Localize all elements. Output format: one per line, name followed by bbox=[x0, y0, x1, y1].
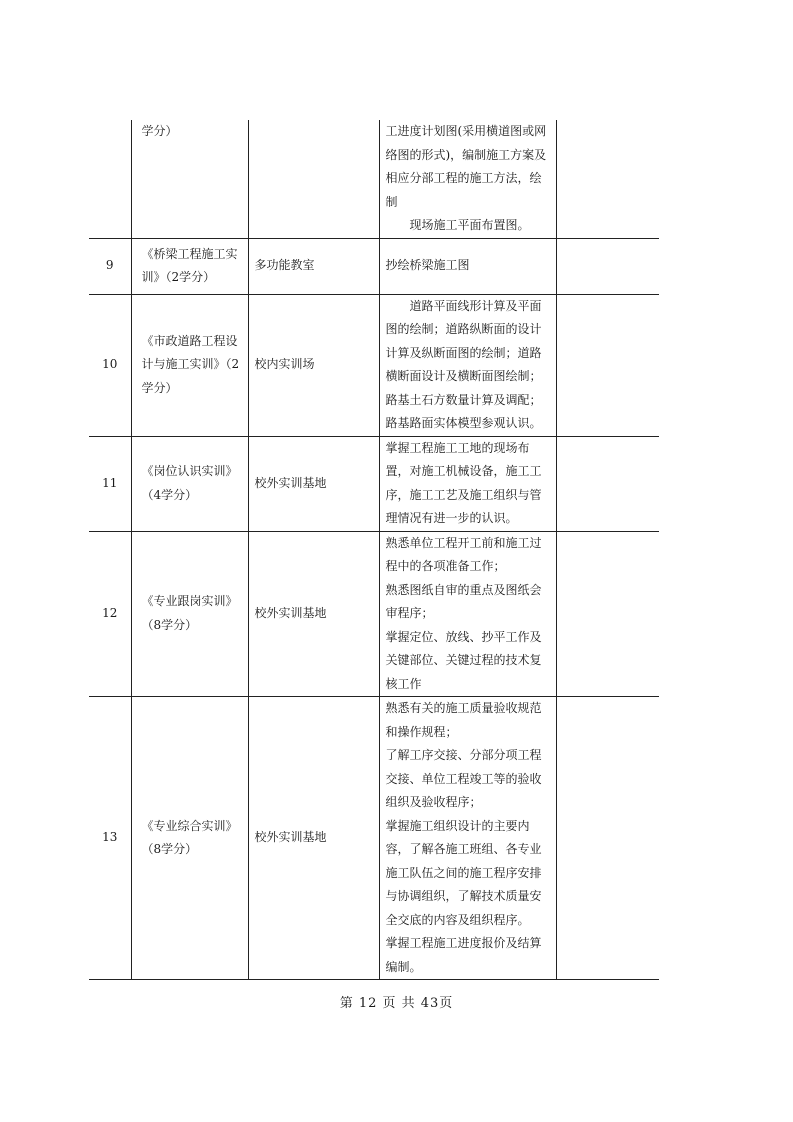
training-location bbox=[248, 120, 379, 238]
course-name: 《桥梁工程施工实训》（2学分） bbox=[131, 238, 248, 294]
table-row bbox=[89, 531, 659, 697]
row-number: 13 bbox=[89, 697, 131, 980]
training-content bbox=[379, 697, 556, 980]
row-number: 12 bbox=[89, 531, 131, 697]
remark-cell bbox=[556, 436, 659, 531]
remark-cell bbox=[556, 294, 659, 436]
table-row bbox=[89, 436, 659, 531]
remark-cell bbox=[556, 120, 659, 238]
course-name: 学分） bbox=[131, 120, 248, 238]
training-location: 校内实训场 bbox=[248, 294, 379, 436]
content-line: 抄绘桥梁施工图 bbox=[385, 258, 470, 273]
table-row bbox=[89, 294, 659, 436]
content-line: 掌握工程施工进度报价及结算编制。 bbox=[385, 936, 542, 974]
training-content bbox=[379, 120, 556, 238]
content-line: 掌握定位、放线、抄平工作及关键部位、关键过程的技术复核工作 bbox=[385, 629, 542, 691]
table-row bbox=[89, 120, 659, 238]
content-line: 道路平面线形计算及平面图的绘制；道路纵断面的设计计算及纵断面图的绘制；道路横断面设计及横断面图绘制；路基土石方数量计算及调配；路基路面实体模型参观认识。 bbox=[385, 298, 542, 430]
row-number: 9 bbox=[89, 238, 131, 294]
training-content bbox=[379, 531, 556, 697]
table-row bbox=[89, 697, 659, 980]
content-line: 现场施工平面布置图。 bbox=[409, 218, 530, 232]
curriculum-table bbox=[89, 120, 659, 980]
training-location: 多功能教室 bbox=[248, 238, 379, 294]
content-line: 了解工序交接、分部分项工程交接、单位工程竣工等的验收组织及验收程序； bbox=[385, 748, 542, 809]
training-location: 校外实训基地 bbox=[248, 436, 379, 531]
training-content bbox=[379, 238, 556, 294]
course-name: 《市政道路工程设计与施工实训》（2学分） bbox=[131, 294, 248, 436]
content-line: 熟悉图纸自审的重点及图纸会审程序； bbox=[385, 582, 542, 620]
page-footer: 第 12 页 共 43页 bbox=[339, 996, 454, 1011]
training-content bbox=[379, 436, 556, 531]
content-line: 熟悉有关的施工质量验收规范和操作规程； bbox=[385, 701, 542, 739]
content-line: 掌握工程施工工地的现场布置，对施工机械设备，施工工序，施工工艺及施工组织与管理情况有进一步的认识。 bbox=[385, 440, 542, 525]
remark-cell bbox=[556, 238, 659, 294]
course-name: 《专业跟岗实训》（8学分） bbox=[131, 531, 248, 697]
remark-cell bbox=[556, 531, 659, 697]
course-name: 《岗位认识实训》（4学分） bbox=[131, 436, 248, 531]
content-line: 掌握施工组织设计的主要内容，了解各施工班组、各专业施工队伍之间的施工程序安排与协调组织，了解技术质量安全交底的内容及组织程序。 bbox=[385, 818, 542, 927]
table-row bbox=[89, 238, 659, 294]
content-line: 熟悉单位工程开工前和施工过程中的各项准备工作； bbox=[385, 535, 542, 573]
row-number bbox=[89, 120, 131, 238]
training-location: 校外实训基地 bbox=[248, 697, 379, 980]
training-location: 校外实训基地 bbox=[248, 531, 379, 697]
row-number: 10 bbox=[89, 294, 131, 436]
course-name: 《专业综合实训》（8学分） bbox=[131, 697, 248, 980]
row-number: 11 bbox=[89, 436, 131, 531]
remark-cell bbox=[556, 697, 659, 980]
training-table bbox=[89, 120, 659, 980]
training-content bbox=[379, 294, 556, 436]
content-line: 工进度计划图(采用横道图或网络图的形式)，编制施工方案及相应分部工程的施工方法，绘制 bbox=[385, 124, 547, 209]
